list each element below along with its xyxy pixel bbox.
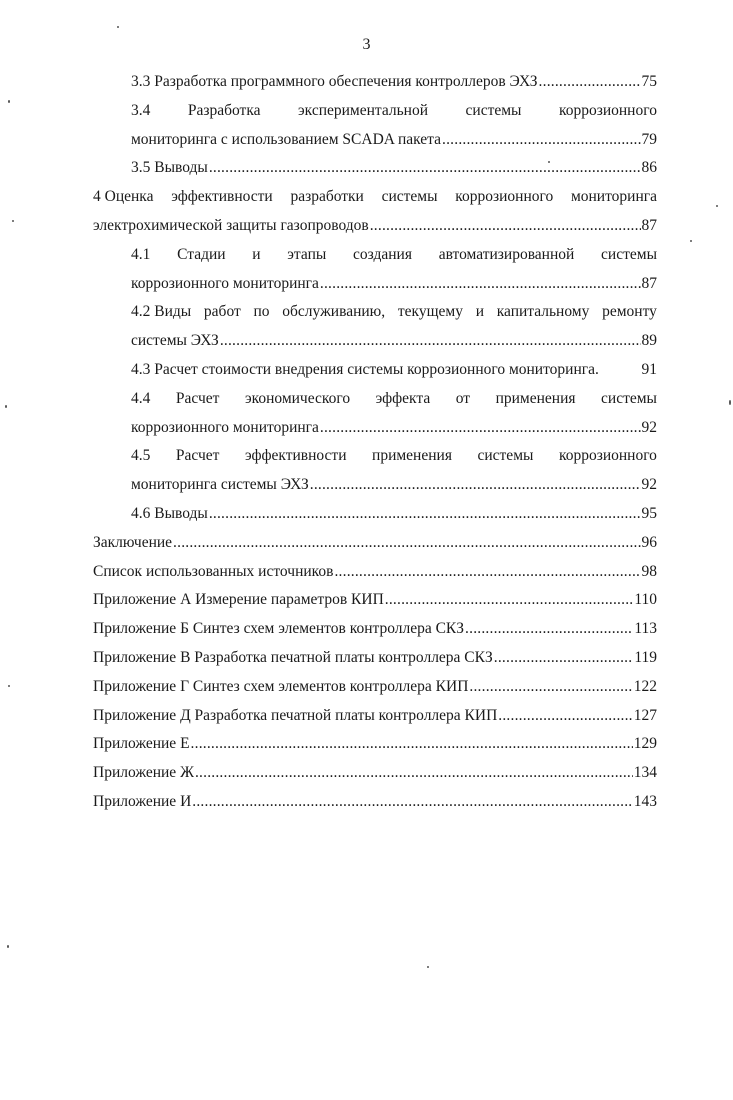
- toc-word: эффекта: [375, 389, 431, 407]
- toc-entry-page: 98: [641, 562, 657, 580]
- toc-entry: [93, 500, 657, 529]
- toc-leader-dots: [539, 68, 641, 97]
- toc-word: 4 Оценка: [93, 188, 154, 206]
- toc-word: обслуживанию,: [282, 303, 386, 321]
- toc-word: автоматизированной: [438, 245, 575, 263]
- toc-entry: [93, 558, 657, 587]
- toc-entry: [93, 529, 657, 558]
- toc-word: системы: [601, 389, 657, 407]
- toc-entry: [93, 673, 657, 702]
- toc-word: эффективности: [171, 188, 273, 206]
- toc-entry-page: 113: [634, 620, 657, 638]
- toc-word: капитальному: [496, 303, 590, 321]
- scan-speck: [7, 945, 9, 948]
- toc-entry-title: коррозионного мониторинга: [131, 418, 319, 436]
- scan-speck: [690, 240, 692, 242]
- toc-entry: [93, 126, 657, 155]
- toc-entry-title: 4.3 Расчет стоимости внедрения системы коррозионного мониторинга.: [131, 360, 599, 378]
- toc-entry-title: Приложение Г Синтез схем элементов контроллера КИП: [93, 677, 469, 695]
- toc-word: системы: [381, 188, 438, 206]
- toc-word: Разработка: [187, 101, 261, 119]
- toc-word: применения: [495, 389, 576, 407]
- toc-word: 4.5: [131, 447, 151, 465]
- toc-leader-dots: [469, 673, 632, 702]
- toc-entry-page: 89: [641, 332, 657, 350]
- toc-entry: [93, 730, 657, 759]
- toc-entry-title: коррозионного мониторинга: [131, 274, 319, 292]
- toc-entry-heading-line: [93, 241, 657, 270]
- table-of-contents: [93, 68, 657, 817]
- toc-entry-title: Список использованных источников: [93, 562, 334, 580]
- toc-word: и: [252, 245, 261, 263]
- toc-entry-title: Приложение Ж: [93, 764, 194, 782]
- toc-word: разработки: [290, 188, 364, 206]
- scan-speck: [8, 685, 10, 687]
- toc-entry-title: Приложение В Разработка печатной платы контроллера СКЗ: [93, 648, 493, 666]
- toc-leader-dots: [494, 644, 634, 673]
- toc-entry-page: 86: [641, 159, 657, 177]
- toc-entry-page: 79: [641, 130, 657, 148]
- toc-entry: [93, 154, 657, 183]
- toc-entry: [93, 586, 657, 615]
- toc-leader-dots: [209, 154, 641, 183]
- toc-leader-dots: [195, 759, 633, 788]
- scan-speck: [729, 400, 731, 405]
- toc-leader-dots: [320, 270, 641, 299]
- toc-entry-heading-line: [93, 385, 657, 414]
- toc-word: системы: [601, 245, 657, 263]
- toc-entry-heading-line: [93, 183, 657, 212]
- toc-entry: [93, 327, 657, 356]
- toc-entry-page: 129: [633, 735, 657, 753]
- toc-word: текущему: [397, 303, 463, 321]
- scan-speck: [716, 205, 718, 207]
- toc-entry-title: системы ЭХЗ: [131, 332, 219, 350]
- toc-word: Расчет: [175, 389, 220, 407]
- toc-entry: [93, 471, 657, 500]
- toc-entry-title: Приложение И: [93, 792, 192, 810]
- toc-entry-page: 87: [641, 216, 657, 234]
- toc-entry: [93, 615, 657, 644]
- toc-entry-title: 4.6 Выводы: [131, 504, 208, 522]
- toc-leader-dots: [192, 788, 632, 817]
- toc-word: коррозионного: [558, 447, 657, 465]
- toc-entry-title: 3.5 Выводы: [131, 159, 208, 177]
- toc-entry-title: Приложение А Измерение параметров КИП: [93, 591, 384, 609]
- toc-word: экспериментальной: [298, 101, 429, 119]
- toc-entry-title: мониторинга с использованием SCADA пакета: [131, 130, 442, 148]
- toc-word: 3.4: [131, 101, 151, 119]
- scan-speck: [5, 405, 7, 408]
- toc-word: 4.2 Виды: [131, 303, 192, 321]
- toc-word: экономического: [244, 389, 351, 407]
- toc-entry: [93, 212, 657, 241]
- toc-entry-title: Приложение Е: [93, 735, 190, 753]
- scan-speck: [8, 100, 10, 103]
- toc-entry-page: 92: [641, 476, 657, 494]
- toc-entry: [93, 68, 657, 97]
- toc-entry-page: 96: [641, 533, 657, 551]
- toc-word: Стадии: [177, 245, 226, 263]
- toc-entry: [93, 702, 657, 731]
- toc-leader-dots: [173, 529, 640, 558]
- toc-entry-page: 75: [641, 73, 657, 90]
- toc-word: этапы: [287, 245, 327, 263]
- scan-speck: [427, 966, 429, 968]
- toc-word: ремонту: [602, 303, 657, 321]
- toc-entry: [93, 788, 657, 817]
- toc-leader-dots: [465, 615, 633, 644]
- toc-entry-title: Приложение Д Разработка печатной платы контроллера КИП: [93, 706, 498, 724]
- toc-leader-dots: [191, 730, 633, 759]
- toc-entry-title: Приложение Б Синтез схем элементов контроллера СКЗ: [93, 620, 465, 638]
- toc-entry-page: 143: [633, 792, 657, 810]
- toc-entry-page: 87: [641, 274, 657, 292]
- toc-word: 4.4: [131, 389, 151, 407]
- toc-entry-page: 92: [641, 418, 657, 436]
- toc-word: от: [455, 389, 471, 407]
- toc-entry-page: 122: [633, 677, 657, 695]
- toc-word: коррозионного: [455, 188, 554, 206]
- toc-leader-dots: [220, 327, 641, 356]
- toc-word: создания: [353, 245, 412, 263]
- toc-entry: [93, 759, 657, 788]
- toc-word: применения: [372, 447, 452, 465]
- toc-leader-dots: [209, 500, 641, 529]
- toc-entry-title: электрохимической защиты газопроводов: [93, 216, 369, 234]
- toc-word: эффективности: [244, 447, 347, 465]
- toc-word: системы: [465, 101, 522, 119]
- toc-entry-page: 119: [634, 648, 657, 666]
- toc-leader-dots: [320, 414, 641, 443]
- toc-word: 4.1: [131, 245, 151, 263]
- toc-word: работ: [203, 303, 241, 321]
- toc-entry: [93, 356, 657, 385]
- toc-leader-dots: [498, 702, 632, 731]
- scan-speck: [117, 26, 119, 28]
- toc-word: Расчет: [175, 447, 220, 465]
- toc-word: и: [475, 303, 484, 321]
- toc-entry-page: 127: [633, 706, 657, 724]
- toc-entry-page: 95: [641, 504, 657, 522]
- toc-word: системы: [477, 447, 534, 465]
- toc-entry-title: мониторинга системы ЭХЗ: [131, 476, 309, 494]
- toc-entry-page: 110: [634, 591, 657, 609]
- toc-leader-dots: [310, 471, 641, 500]
- toc-entry: [93, 270, 657, 299]
- toc-entry-heading-line: [93, 442, 657, 471]
- toc-word: коррозионного: [558, 101, 657, 119]
- toc-leader-dots: [442, 126, 640, 155]
- scan-speck: [548, 161, 550, 163]
- scan-speck: [12, 220, 14, 222]
- toc-word: по: [253, 303, 270, 321]
- toc-entry-heading-line: [93, 97, 657, 126]
- toc-entry-title: 3.3 Разработка программного обеспечения контроллеров ЭХЗ: [131, 73, 538, 90]
- toc-entry-page: 134: [633, 764, 657, 782]
- toc-word: мониторинга: [570, 188, 657, 206]
- toc-leader-dots: [334, 558, 640, 587]
- toc-entry-page: 91: [641, 360, 657, 378]
- toc-entry: [93, 644, 657, 673]
- toc-leader-dots: [385, 586, 634, 615]
- toc-entry: [93, 414, 657, 443]
- toc-leader-dots: [370, 212, 641, 241]
- page-number: 3: [362, 36, 371, 53]
- toc-entry-heading-line: [93, 298, 657, 327]
- toc-entry-title: Заключение: [93, 533, 173, 551]
